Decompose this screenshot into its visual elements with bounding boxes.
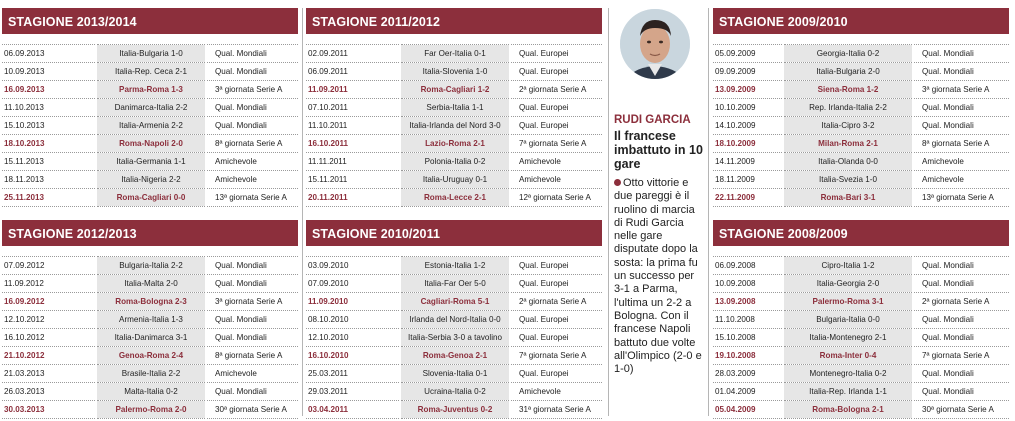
match-competition: Qual. Europei <box>510 45 602 63</box>
match-result: Italia-Olanda 0-0 <box>783 153 913 171</box>
match-date: 12.10.2012 <box>2 311 96 329</box>
match-competition: 12ª giornata Serie A <box>510 189 602 207</box>
match-competition: Qual. Mondiali <box>206 45 298 63</box>
match-competition: Amichevole <box>913 153 1009 171</box>
match-date: 21.03.2013 <box>2 365 96 383</box>
table-row <box>2 275 298 293</box>
section-2011-2012 <box>306 8 602 207</box>
table-row <box>713 347 1009 365</box>
table-row <box>713 329 1009 347</box>
table-row <box>306 189 602 207</box>
match-result: Italia-Germania 1-1 <box>96 153 206 171</box>
match-competition: Qual. Mondiali <box>913 383 1009 401</box>
table-row <box>713 383 1009 401</box>
match-competition: Qual. Mondiali <box>206 63 298 81</box>
table-row <box>2 189 298 207</box>
table-row <box>2 99 298 117</box>
table-row <box>2 81 298 99</box>
match-result: Roma-Bologna 2-3 <box>96 293 206 311</box>
match-date: 11.10.2008 <box>713 311 783 329</box>
match-result: Italia-Cipro 3-2 <box>783 117 913 135</box>
match-competition: 30ª giornata Serie A <box>206 401 298 419</box>
match-result: Italia-Rep. Ceca 2-1 <box>96 63 206 81</box>
match-result: Siena-Roma 1-2 <box>783 81 913 99</box>
table-row <box>306 365 602 383</box>
match-date: 06.09.2008 <box>713 257 783 275</box>
table-row <box>713 117 1009 135</box>
table-row <box>2 171 298 189</box>
table-row <box>306 63 602 81</box>
match-date: 10.09.2008 <box>713 275 783 293</box>
table-row <box>2 45 298 63</box>
match-result: Italia-Uruguay 0-1 <box>400 171 510 189</box>
match-competition: Qual. Europei <box>510 257 602 275</box>
match-date: 16.09.2012 <box>2 293 96 311</box>
match-date: 08.10.2010 <box>306 311 400 329</box>
match-competition: 8ª giornata Serie A <box>206 347 298 365</box>
match-result: Italia-Slovenia 1-0 <box>400 63 510 81</box>
table-row <box>713 275 1009 293</box>
match-competition: 2ª giornata Serie A <box>913 293 1009 311</box>
table-row <box>306 311 602 329</box>
table-row <box>306 81 602 99</box>
match-competition: Amichevole <box>510 383 602 401</box>
match-date: 11.10.2013 <box>2 99 96 117</box>
table-row <box>2 293 298 311</box>
match-date: 29.03.2011 <box>306 383 400 401</box>
match-date: 09.09.2009 <box>713 63 783 81</box>
match-result: Milan-Roma 2-1 <box>783 135 913 153</box>
garcia-sidebar <box>614 6 704 376</box>
match-date: 16.09.2013 <box>2 81 96 99</box>
table-row <box>713 189 1009 207</box>
match-date: 26.03.2013 <box>2 383 96 401</box>
match-result: Montenegro-Italia 0-2 <box>783 365 913 383</box>
match-result: Roma-Napoli 2-0 <box>96 135 206 153</box>
table-row <box>713 401 1009 419</box>
match-competition: Qual. Mondiali <box>206 383 298 401</box>
section-title: STAGIONE 2009/2010 <box>713 8 1009 34</box>
garcia-text-block <box>614 177 704 376</box>
match-competition: Amichevole <box>510 171 602 189</box>
match-date: 07.10.2011 <box>306 99 400 117</box>
match-result: Serbia-Italia 1-1 <box>400 99 510 117</box>
match-result: Roma-Inter 0-4 <box>783 347 913 365</box>
table-row <box>306 329 602 347</box>
column-divider <box>302 8 303 416</box>
match-date: 11.09.2010 <box>306 293 400 311</box>
match-result: Italia-Montenegro 2-1 <box>783 329 913 347</box>
match-result: Italia-Bulgaria 1-0 <box>96 45 206 63</box>
person-portrait-icon <box>618 6 692 86</box>
section-title: STAGIONE 2010/2011 <box>306 220 602 246</box>
match-result: Italia-Nigeria 2-2 <box>96 171 206 189</box>
table-row <box>2 365 298 383</box>
section-title: STAGIONE 2013/2014 <box>2 8 298 34</box>
match-result: Lazio-Roma 2-1 <box>400 135 510 153</box>
match-result: Cagliari-Roma 5-1 <box>400 293 510 311</box>
match-date: 15.11.2013 <box>2 153 96 171</box>
table-row <box>713 135 1009 153</box>
match-competition: Qual. Europei <box>510 99 602 117</box>
match-date: 01.04.2009 <box>713 383 783 401</box>
match-competition: Qual. Mondiali <box>913 99 1009 117</box>
section-2008-2009 <box>713 220 1009 419</box>
match-result: Italia-Georgia 2-0 <box>783 275 913 293</box>
match-competition: Qual. Mondiali <box>206 117 298 135</box>
match-competition: Qual. Mondiali <box>913 275 1009 293</box>
table-row <box>713 81 1009 99</box>
match-competition: Qual. Mondiali <box>206 329 298 347</box>
match-result: Roma-Genoa 2-1 <box>400 347 510 365</box>
table-row <box>2 63 298 81</box>
match-competition: Qual. Europei <box>510 63 602 81</box>
match-result: Roma-Juventus 0-2 <box>400 401 510 419</box>
match-competition: Qual. Mondiali <box>206 257 298 275</box>
match-result: Slovenia-Italia 0-1 <box>400 365 510 383</box>
match-date: 07.09.2010 <box>306 275 400 293</box>
match-result: Danimarca-Italia 2-2 <box>96 99 206 117</box>
match-result: Georgia-Italia 0-2 <box>783 45 913 63</box>
match-date: 14.11.2009 <box>713 153 783 171</box>
table-row <box>2 329 298 347</box>
match-result: Italia-Danimarca 3-1 <box>96 329 206 347</box>
table-row <box>306 153 602 171</box>
table-row <box>306 401 602 419</box>
match-result: Roma-Cagliari 0-0 <box>96 189 206 207</box>
table-row <box>306 99 602 117</box>
match-date: 21.10.2012 <box>2 347 96 365</box>
table-row <box>713 63 1009 81</box>
match-table <box>2 256 298 419</box>
match-date: 13.09.2009 <box>713 81 783 99</box>
match-competition: 2ª giornata Serie A <box>510 293 602 311</box>
match-competition: Qual. Mondiali <box>913 117 1009 135</box>
match-date: 20.11.2011 <box>306 189 400 207</box>
match-competition: Amichevole <box>206 153 298 171</box>
match-date: 16.10.2012 <box>2 329 96 347</box>
match-result: Italia-Rep. Irlanda 1-1 <box>783 383 913 401</box>
match-date: 18.10.2013 <box>2 135 96 153</box>
table-row <box>713 45 1009 63</box>
match-competition: Qual. Mondiali <box>913 63 1009 81</box>
section-2013-2014 <box>2 8 298 207</box>
match-result: Italia-Far Oer 5-0 <box>400 275 510 293</box>
match-competition: Qual. Mondiali <box>913 45 1009 63</box>
match-competition: 13ª giornata Serie A <box>913 189 1009 207</box>
match-result: Cipro-Italia 1-2 <box>783 257 913 275</box>
match-result: Bulgaria-Italia 0-0 <box>783 311 913 329</box>
match-result: Parma-Roma 1-3 <box>96 81 206 99</box>
match-date: 03.04.2011 <box>306 401 400 419</box>
section-2012-2013 <box>2 220 298 419</box>
match-competition: Qual. Europei <box>510 311 602 329</box>
match-date: 18.10.2009 <box>713 135 783 153</box>
match-date: 15.11.2011 <box>306 171 400 189</box>
match-date: 16.10.2011 <box>306 135 400 153</box>
match-date: 14.10.2009 <box>713 117 783 135</box>
match-date: 15.10.2013 <box>2 117 96 135</box>
match-result: Far Oer-Italia 0-1 <box>400 45 510 63</box>
match-result: Brasile-Italia 2-2 <box>96 365 206 383</box>
match-date: 30.03.2013 <box>2 401 96 419</box>
match-result: Italia-Irlanda del Nord 3-0 <box>400 117 510 135</box>
column-divider <box>708 8 709 416</box>
match-competition: Qual. Mondiali <box>206 311 298 329</box>
table-row <box>2 401 298 419</box>
match-table <box>713 256 1009 419</box>
match-result: Roma-Bologna 2-1 <box>783 401 913 419</box>
match-competition: Qual. Mondiali <box>913 257 1009 275</box>
match-competition: Amichevole <box>206 171 298 189</box>
match-competition: Amichevole <box>510 153 602 171</box>
match-result: Armenia-Italia 1-3 <box>96 311 206 329</box>
match-competition: 8ª giornata Serie A <box>913 135 1009 153</box>
match-competition: Qual. Europei <box>510 117 602 135</box>
match-result: Palermo-Roma 2-0 <box>96 401 206 419</box>
column-divider <box>608 8 609 416</box>
table-row <box>2 347 298 365</box>
garcia-photo <box>618 6 692 86</box>
match-date: 11.10.2011 <box>306 117 400 135</box>
table-row <box>713 365 1009 383</box>
match-date: 07.09.2012 <box>2 257 96 275</box>
match-date: 06.09.2013 <box>2 45 96 63</box>
match-result: Irlanda del Nord-Italia 0-0 <box>400 311 510 329</box>
match-competition: 7ª giornata Serie A <box>510 347 602 365</box>
match-date: 10.09.2013 <box>2 63 96 81</box>
garcia-headline: Il francese imbattuto in 10 gare <box>614 129 703 171</box>
section-2010-2011 <box>306 220 602 419</box>
match-competition: 30ª giornata Serie A <box>913 401 1009 419</box>
table-row <box>713 153 1009 171</box>
match-competition: 3ª giornata Serie A <box>913 81 1009 99</box>
match-result: Palermo-Roma 3-1 <box>783 293 913 311</box>
match-competition: 8ª giornata Serie A <box>206 135 298 153</box>
match-competition: Qual. Europei <box>510 275 602 293</box>
table-row <box>306 171 602 189</box>
match-competition: 7ª giornata Serie A <box>913 347 1009 365</box>
match-result: Bulgaria-Italia 2-2 <box>96 257 206 275</box>
table-row <box>713 293 1009 311</box>
table-row <box>306 45 602 63</box>
section-title: STAGIONE 2011/2012 <box>306 8 602 34</box>
match-date: 13.09.2008 <box>713 293 783 311</box>
match-competition: 3ª giornata Serie A <box>206 81 298 99</box>
match-competition: Amichevole <box>206 365 298 383</box>
match-result: Roma-Cagliari 1-2 <box>400 81 510 99</box>
table-row <box>306 117 602 135</box>
section-title: STAGIONE 2012/2013 <box>2 220 298 246</box>
match-table <box>306 44 602 207</box>
match-competition: Qual. Mondiali <box>913 329 1009 347</box>
match-result: Malta-Italia 0-2 <box>96 383 206 401</box>
match-date: 18.11.2009 <box>713 171 783 189</box>
section-title: STAGIONE 2008/2009 <box>713 220 1009 246</box>
match-result: Italia-Serbia 3-0 a tavolino <box>400 329 510 347</box>
match-date: 16.10.2010 <box>306 347 400 365</box>
table-row <box>306 347 602 365</box>
garcia-name: RUDI GARCIA <box>614 114 691 126</box>
table-row <box>2 383 298 401</box>
table-row <box>713 311 1009 329</box>
match-competition: 2ª giornata Serie A <box>510 81 602 99</box>
garcia-text: Otto vittorie e due pareggi è il ruolino di marcia di Rudi Garcia nelle gare disputate dopo la sosta: la prima fu un successo per 3-1 a Parma, l'ultima un 2-2 a Bologna. Con il francese Napoli battuto due volte all'Olimpico (2-0 e 1-0) <box>614 177 702 376</box>
match-competition: Qual. Europei <box>510 329 602 347</box>
match-date: 28.03.2009 <box>713 365 783 383</box>
match-result: Polonia-Italia 0-2 <box>400 153 510 171</box>
match-competition: Qual. Mondiali <box>913 311 1009 329</box>
table-row <box>306 135 602 153</box>
table-row <box>2 311 298 329</box>
match-date: 19.10.2008 <box>713 347 783 365</box>
table-row <box>2 117 298 135</box>
match-date: 22.11.2009 <box>713 189 783 207</box>
match-date: 10.10.2009 <box>713 99 783 117</box>
match-competition: 7ª giornata Serie A <box>510 135 602 153</box>
match-competition: Qual. Europei <box>510 365 602 383</box>
match-competition: 31ª giornata Serie A <box>510 401 602 419</box>
table-row <box>306 293 602 311</box>
table-row <box>713 257 1009 275</box>
match-result: Roma-Lecce 2-1 <box>400 189 510 207</box>
match-date: 11.11.2011 <box>306 153 400 171</box>
match-date: 02.09.2011 <box>306 45 400 63</box>
match-result: Italia-Svezia 1-0 <box>783 171 913 189</box>
match-date: 18.11.2013 <box>2 171 96 189</box>
match-result: Genoa-Roma 2-4 <box>96 347 206 365</box>
table-row <box>306 257 602 275</box>
match-competition: 13ª giornata Serie A <box>206 189 298 207</box>
section-2009-2010 <box>713 8 1009 207</box>
match-date: 06.09.2011 <box>306 63 400 81</box>
match-result: Italia-Bulgaria 2-0 <box>783 63 913 81</box>
match-result: Ucraina-Italia 0-2 <box>400 383 510 401</box>
match-date: 03.09.2010 <box>306 257 400 275</box>
match-result: Italia-Malta 2-0 <box>96 275 206 293</box>
match-competition: Qual. Mondiali <box>913 365 1009 383</box>
table-row <box>713 171 1009 189</box>
table-row <box>713 99 1009 117</box>
table-row <box>2 153 298 171</box>
table-row <box>2 135 298 153</box>
match-table <box>713 44 1009 207</box>
match-competition: Qual. Mondiali <box>206 99 298 117</box>
table-row <box>306 275 602 293</box>
match-result: Estonia-Italia 1-2 <box>400 257 510 275</box>
match-competition: Amichevole <box>913 171 1009 189</box>
match-date: 11.09.2012 <box>2 275 96 293</box>
match-table <box>2 44 298 207</box>
match-result: Roma-Bari 3-1 <box>783 189 913 207</box>
bullet-dot-icon <box>614 179 621 186</box>
match-competition: Qual. Mondiali <box>206 275 298 293</box>
match-date: 15.10.2008 <box>713 329 783 347</box>
match-competition: 3ª giornata Serie A <box>206 293 298 311</box>
match-date: 12.10.2010 <box>306 329 400 347</box>
match-result: Rep. Irlanda-Italia 2-2 <box>783 99 913 117</box>
match-date: 05.09.2009 <box>713 45 783 63</box>
match-result: Italia-Armenia 2-2 <box>96 117 206 135</box>
table-row <box>306 383 602 401</box>
match-date: 05.04.2009 <box>713 401 783 419</box>
match-table <box>306 256 602 419</box>
match-date: 25.03.2011 <box>306 365 400 383</box>
match-date: 11.09.2011 <box>306 81 400 99</box>
table-row <box>2 257 298 275</box>
match-date: 25.11.2013 <box>2 189 96 207</box>
